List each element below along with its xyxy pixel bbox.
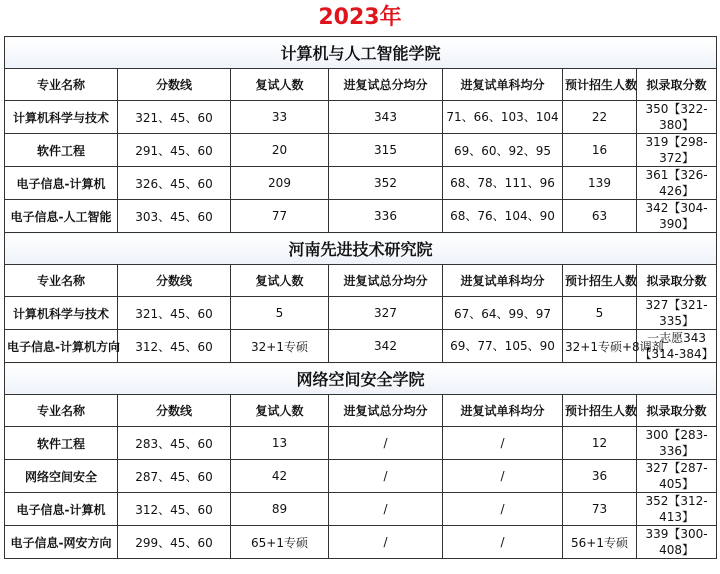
cell-planned-enrollment: 16	[563, 134, 637, 167]
cell-planned-enrollment: 32+1专硕+8调剂	[563, 330, 637, 363]
cell-avg-total: /	[329, 427, 443, 460]
column-header-row	[5, 395, 717, 427]
column-header-row	[5, 69, 717, 101]
column-header-avg-total: 进复试总分均分	[329, 395, 443, 427]
cell-admit-score: 一志愿343【314-384】	[637, 330, 717, 363]
column-header-planned-enrollment: 预计招生人数	[563, 395, 637, 427]
cell-avg-total: 315	[329, 134, 443, 167]
table-row	[5, 134, 717, 167]
cell-planned-enrollment: 139	[563, 167, 637, 200]
column-header-admit-score: 拟录取分数	[637, 265, 717, 297]
column-header-planned-enrollment: 预计招生人数	[563, 265, 637, 297]
cell-retest-count: 89	[231, 493, 329, 526]
column-header-major: 专业名称	[5, 265, 118, 297]
column-header-cutoff: 分数线	[118, 265, 231, 297]
column-header-admit-score: 拟录取分数	[637, 395, 717, 427]
section-title: 河南先进技术研究院	[5, 233, 717, 265]
cell-retest-count: 32+1专硕	[231, 330, 329, 363]
column-header-planned-enrollment: 预计招生人数	[563, 69, 637, 101]
cell-avg-total: 343	[329, 101, 443, 134]
column-header-avg-total: 进复试总分均分	[329, 69, 443, 101]
column-header-cutoff: 分数线	[118, 69, 231, 101]
cell-cutoff: 321、45、60	[118, 297, 231, 330]
cell-major: 电子信息-网安方向	[5, 526, 118, 559]
cell-admit-score: 352【312-413】	[637, 493, 717, 526]
table-row	[5, 200, 717, 233]
cell-major: 电子信息-计算机	[5, 167, 118, 200]
cell-planned-enrollment: 12	[563, 427, 637, 460]
cell-cutoff: 312、45、60	[118, 330, 231, 363]
cell-admit-score: 350【322-380】	[637, 101, 717, 134]
column-header-avg-subjects: 进复试单科均分	[443, 69, 563, 101]
cell-avg-total: /	[329, 526, 443, 559]
table-row	[5, 330, 717, 363]
admission-score-table	[4, 36, 717, 559]
cell-cutoff: 303、45、60	[118, 200, 231, 233]
column-header-avg-subjects: 进复试单科均分	[443, 395, 563, 427]
cell-avg-subjects: 67、64、99、97	[443, 297, 563, 330]
column-header-major: 专业名称	[5, 69, 118, 101]
cell-major: 电子信息-计算机方向	[5, 330, 118, 363]
cell-major: 计算机科学与技术	[5, 297, 118, 330]
cell-cutoff: 299、45、60	[118, 526, 231, 559]
cell-planned-enrollment: 5	[563, 297, 637, 330]
table-row	[5, 526, 717, 559]
cell-admit-score: 327【287-405】	[637, 460, 717, 493]
cell-admit-score: 339【300-408】	[637, 526, 717, 559]
column-header-major: 专业名称	[5, 395, 118, 427]
column-header-avg-subjects: 进复试单科均分	[443, 265, 563, 297]
cell-cutoff: 287、45、60	[118, 460, 231, 493]
column-header-avg-total: 进复试总分均分	[329, 265, 443, 297]
cell-retest-count: 33	[231, 101, 329, 134]
cell-major: 网络空间安全	[5, 460, 118, 493]
cell-cutoff: 312、45、60	[118, 493, 231, 526]
cell-admit-score: 300【283-336】	[637, 427, 717, 460]
cell-retest-count: 65+1专硕	[231, 526, 329, 559]
cell-avg-total: 336	[329, 200, 443, 233]
table-row	[5, 101, 717, 134]
page-title: 2023年	[318, 5, 402, 30]
cell-retest-count: 209	[231, 167, 329, 200]
cell-retest-count: 20	[231, 134, 329, 167]
column-header-cutoff: 分数线	[118, 395, 231, 427]
column-header-retest-count: 复试人数	[231, 69, 329, 101]
cell-avg-subjects: /	[443, 526, 563, 559]
cell-cutoff: 291、45、60	[118, 134, 231, 167]
column-header-admit-score: 拟录取分数	[637, 69, 717, 101]
cell-retest-count: 77	[231, 200, 329, 233]
cell-avg-total: 352	[329, 167, 443, 200]
cell-planned-enrollment: 36	[563, 460, 637, 493]
cell-admit-score: 319【298-372】	[637, 134, 717, 167]
cell-cutoff: 321、45、60	[118, 101, 231, 134]
cell-avg-total: /	[329, 493, 443, 526]
cell-planned-enrollment: 56+1专硕	[563, 526, 637, 559]
cell-avg-subjects: /	[443, 427, 563, 460]
cell-major: 电子信息-计算机	[5, 493, 118, 526]
cell-avg-subjects: 69、60、92、95	[443, 134, 563, 167]
cell-retest-count: 42	[231, 460, 329, 493]
cell-major: 软件工程	[5, 134, 118, 167]
cell-avg-subjects: 68、78、111、96	[443, 167, 563, 200]
cell-cutoff: 326、45、60	[118, 167, 231, 200]
table-row	[5, 167, 717, 200]
section-title: 计算机与人工智能学院	[5, 37, 717, 69]
cell-avg-subjects: 71、66、103、104	[443, 101, 563, 134]
table-row	[5, 493, 717, 526]
cell-avg-subjects: /	[443, 460, 563, 493]
cell-planned-enrollment: 22	[563, 101, 637, 134]
cell-avg-total: 327	[329, 297, 443, 330]
cell-planned-enrollment: 63	[563, 200, 637, 233]
column-header-retest-count: 复试人数	[231, 265, 329, 297]
cell-avg-subjects: 69、77、105、90	[443, 330, 563, 363]
cell-planned-enrollment: 73	[563, 493, 637, 526]
section-header	[5, 363, 717, 395]
section-title: 网络空间安全学院	[5, 363, 717, 395]
cell-admit-score: 361【326-426】	[637, 167, 717, 200]
table-row	[5, 427, 717, 460]
table-row	[5, 460, 717, 493]
table-row	[5, 297, 717, 330]
cell-avg-subjects: 68、76、104、90	[443, 200, 563, 233]
cell-admit-score: 327【321-335】	[637, 297, 717, 330]
cell-major: 计算机科学与技术	[5, 101, 118, 134]
cell-cutoff: 283、45、60	[118, 427, 231, 460]
cell-avg-total: 342	[329, 330, 443, 363]
section-header	[5, 37, 717, 69]
section-header	[5, 233, 717, 265]
cell-retest-count: 5	[231, 297, 329, 330]
column-header-retest-count: 复试人数	[231, 395, 329, 427]
cell-admit-score: 342【304-390】	[637, 200, 717, 233]
cell-avg-subjects: /	[443, 493, 563, 526]
column-header-row	[5, 265, 717, 297]
cell-major: 电子信息-人工智能	[5, 200, 118, 233]
cell-avg-total: /	[329, 460, 443, 493]
cell-major: 软件工程	[5, 427, 118, 460]
cell-retest-count: 13	[231, 427, 329, 460]
